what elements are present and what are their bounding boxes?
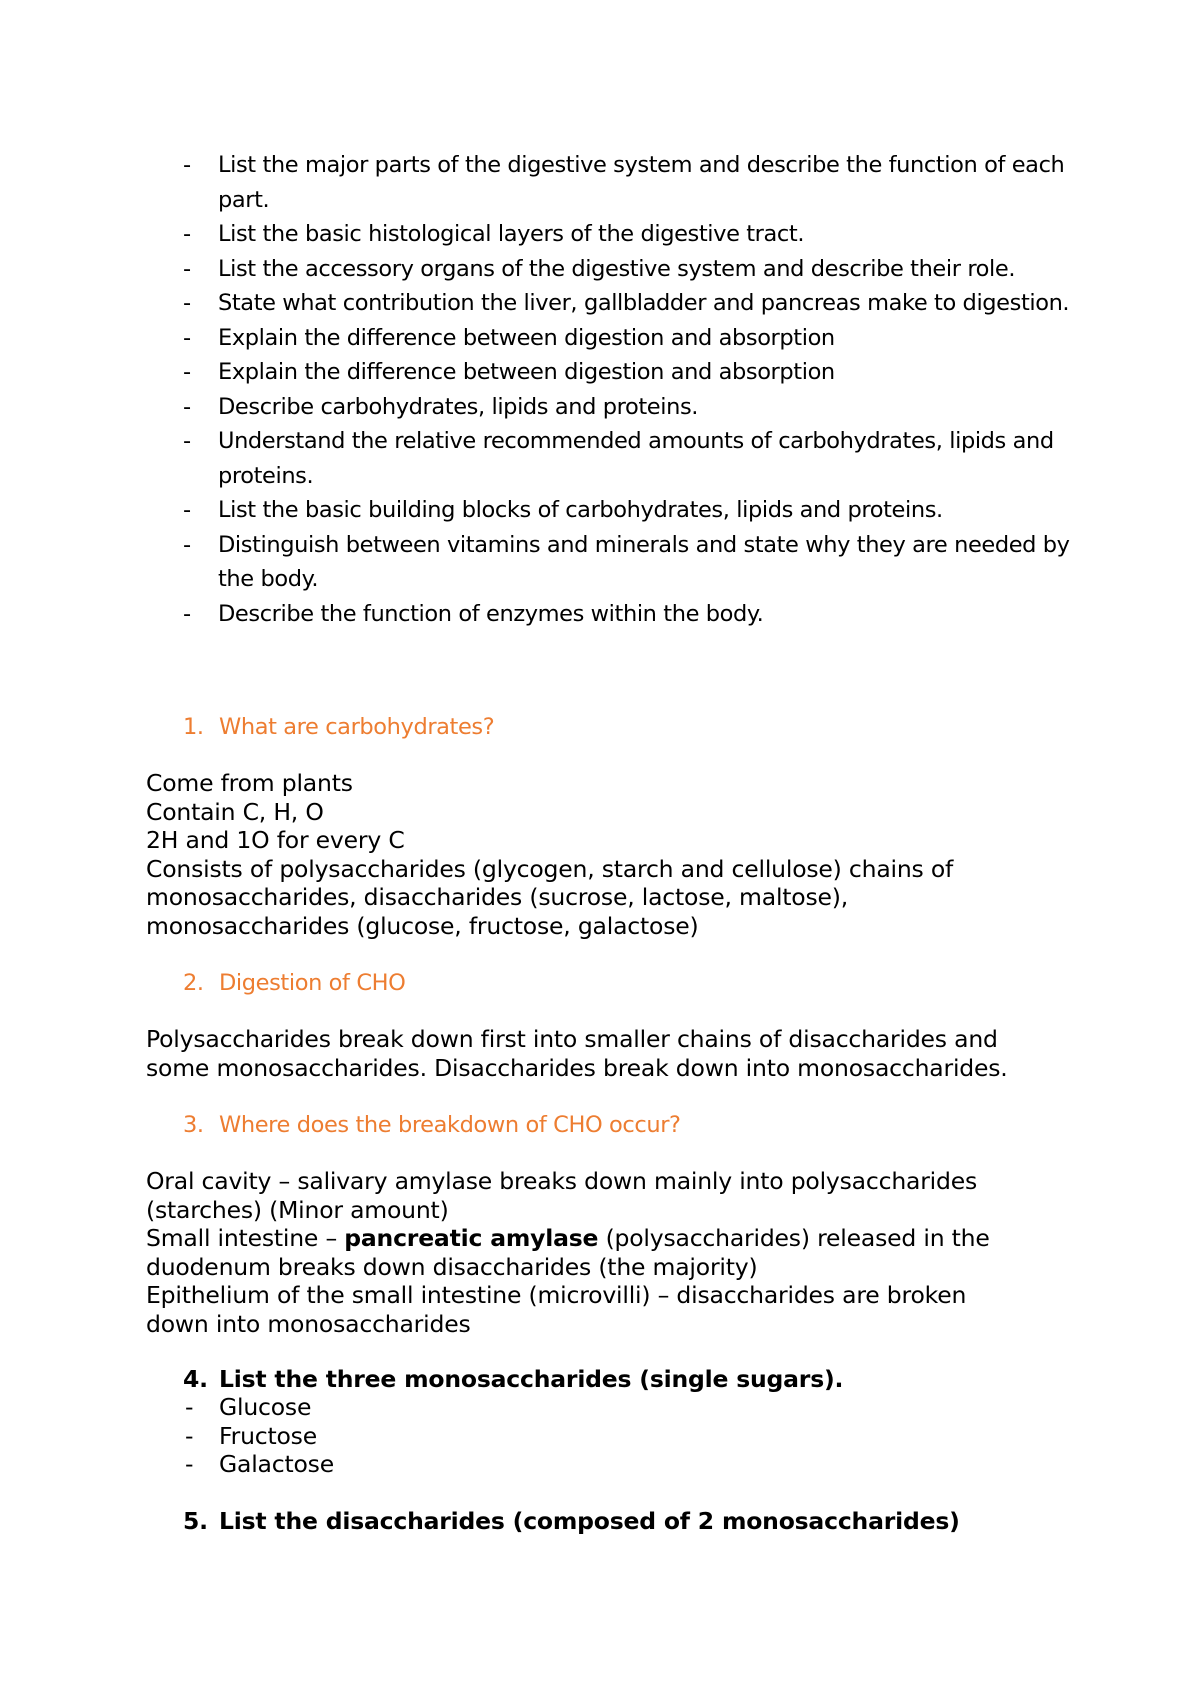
list-item: - Galactose: [183, 1450, 334, 1479]
question-4-heading: [183, 1365, 843, 1394]
question-3-number: 3.: [183, 1112, 204, 1138]
answer-line: Contain C, H, O: [146, 797, 324, 826]
answer-line: monosaccharides (glucose, fructose, galactose): [146, 911, 699, 940]
answer-line: some monosaccharides. Disaccharides break down into monosaccharides.: [146, 1053, 1008, 1082]
question-3-heading: [183, 1108, 681, 1142]
answer-line: monosaccharides, disaccharides (sucrose, lactose, maltose),: [146, 883, 849, 912]
objective-item: - List the major parts of the digestive system and describe the function of each part.: [183, 148, 1083, 217]
objective-item: - Explain the difference between digestion and absorption: [183, 355, 1083, 390]
question-1-heading: [183, 710, 494, 744]
objective-item: - Understand the relative recommended amounts of carbohydrates, lipids and proteins.: [183, 424, 1083, 493]
answer-line: [146, 1224, 1086, 1253]
objective-item: - List the basic building blocks of carbohydrates, lipids and proteins.: [183, 493, 1083, 528]
question-3-title: Where does the breakdown of CHO occur?: [219, 1112, 681, 1138]
answer-text: Small intestine –: [146, 1224, 345, 1253]
question-1-title: What are carbohydrates?: [219, 714, 495, 740]
objective-item: - Describe carbohydrates, lipids and proteins.: [183, 390, 1083, 425]
question-2-number: 2.: [183, 970, 204, 996]
answer-line: Polysaccharides break down first into smaller chains of disaccharides and: [146, 1025, 998, 1053]
question-5-heading: [183, 1507, 960, 1536]
objective-item: - State what contribution the liver, gallbladder and pancreas make to digestion.: [183, 286, 1083, 321]
question-2-answer: [146, 1025, 1086, 1082]
question-2-title: Digestion of CHO: [219, 970, 406, 996]
answer-text: (polysaccharides) released in the: [598, 1224, 990, 1253]
list-item: - Glucose: [183, 1393, 334, 1422]
question-5-number: 5.: [183, 1507, 208, 1535]
question-1-answer: [146, 769, 1086, 941]
objective-item: - Describe the function of enzymes within the body.: [183, 597, 1083, 632]
answer-line: down into monosaccharides: [146, 1309, 471, 1338]
answer-line: Oral cavity – salivary amylase breaks down mainly into polysaccharides: [146, 1167, 978, 1195]
question-3-answer: [146, 1167, 1086, 1339]
answer-line: duodenum breaks down disaccharides (the majority): [146, 1252, 758, 1281]
question-5-title: List the disaccharides (composed of 2 monosaccharides): [219, 1507, 960, 1535]
pancreatic-amylase-term: pancreatic amylase: [344, 1224, 599, 1253]
question-4-title: List the three monosaccharides (single sugars).: [219, 1365, 844, 1393]
answer-line: (starches) (Minor amount): [146, 1195, 449, 1224]
question-4-number: 4.: [183, 1365, 208, 1393]
answer-line: Come from plants: [146, 769, 353, 797]
objective-item: - List the basic histological layers of the digestive tract.: [183, 217, 1083, 252]
answer-line: Consists of polysaccharides (glycogen, starch and cellulose) chains of: [146, 854, 954, 883]
question-1-number: 1.: [183, 714, 204, 740]
answer-line: 2H and 1O for every C: [146, 826, 405, 855]
answer-line: Epithelium of the small intestine (microvilli) – disaccharides are broken: [146, 1281, 967, 1310]
list-item: - Fructose: [183, 1422, 334, 1451]
objective-item: - Distinguish between vitamins and minerals and state why they are needed by the body.: [183, 528, 1083, 597]
objective-item: - List the accessory organs of the digestive system and describe their role.: [183, 252, 1083, 287]
monosaccharides-list: [183, 1393, 334, 1479]
learning-objectives-list: [183, 148, 1083, 631]
objective-item: - Explain the difference between digestion and absorption: [183, 321, 1083, 356]
question-2-heading: [183, 966, 405, 1000]
